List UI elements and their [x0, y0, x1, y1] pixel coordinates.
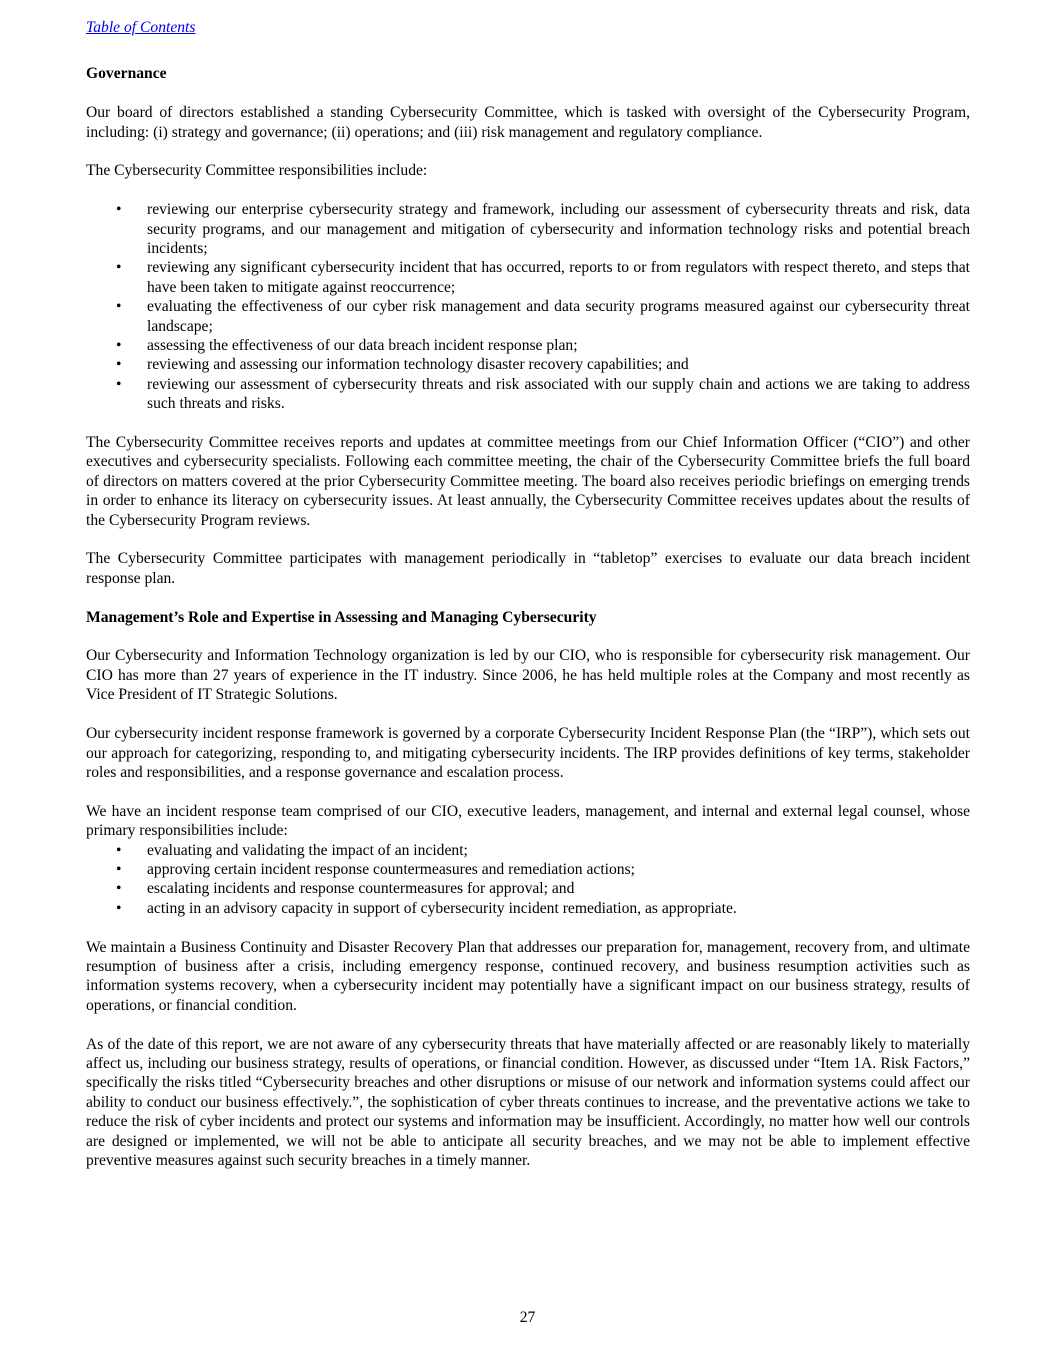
- committee-responsibilities-list: [86, 200, 970, 413]
- list-item: • evaluating and validating the impact of an incident;: [116, 841, 468, 859]
- bullet-icon: •: [116, 860, 122, 878]
- management-heading: Management’s Role and Expertise in Assessing and Managing Cybersecurity: [86, 608, 597, 626]
- bullet-icon: •: [116, 259, 122, 277]
- bullet-icon: •: [116, 899, 122, 917]
- list-item: • reviewing any significant cybersecurity incident that has occurred, reports to or from regulators with respect thereto, and steps that have been taken to mitigate against reoccurrence;: [116, 259, 970, 296]
- governance-heading: Governance: [86, 65, 167, 83]
- page-number: 27: [519, 1309, 536, 1326]
- management-paragraph-1: Our Cybersecurity and Information Technology organization is led by our CIO, who is responsible for cybersecurity risk management. Our CIO has more than 27 years of experience in the IT industry. Since 2006, he has held multiple roles at the Company and most recently as Vice President of IT Strategic Solutions.: [86, 647, 970, 704]
- list-item: • evaluating the effectiveness of our cyber risk management and data security programs measured against our cybersecurity threat landscape;: [116, 298, 970, 335]
- management-paragraph-3: We have an incident response team comprised of our CIO, executive leaders, management, and internal and external legal counsel, whose primary responsibilities include:: [86, 802, 970, 840]
- bullet-icon: •: [116, 201, 122, 219]
- list-item: • acting in an advisory capacity in support of cybersecurity incident remediation, as appropriate.: [116, 899, 737, 917]
- bullet-icon: •: [116, 880, 122, 898]
- list-item: • assessing the effectiveness of our data breach incident response plan;: [116, 337, 578, 355]
- table-of-contents-link[interactable]: Table of Contents: [86, 19, 196, 36]
- management-paragraph-5: As of the date of this report, we are not aware of any cybersecurity threats that have materially affected or are reasonably likely to materially affect us, including our business strategy, results of operations, or financial condition. However, as discussed under “Item 1A. Risk Factors,” specifically the risks titled “Cybersecurity breaches and other disruptions or misuse of our network and information systems could affect our ability to conduct our business effectively.”, the sophistication of cyber threats continues to increase, and the preventative actions we take to reduce the risk of cyber incidents and protect our systems and information may be insufficient. Accordingly, no matter how well our controls are designed or implemented, we will not be able to anticipate all security breaches, and we may not be able to implement effective preventive measures against such security breaches in a timely manner.: [86, 1035, 970, 1169]
- list-item: • reviewing our enterprise cybersecurity strategy and framework, including our assessment of cybersecurity threats and risk, data security programs, and our management and mitigation of cybersecurity and information technology risks and potential breach incidents;: [116, 201, 970, 258]
- document-page: [86, 18, 970, 1170]
- management-paragraph-2: Our cybersecurity incident response framework is governed by a corporate Cybersecurity Incident Response Plan (the “IRP”), which sets out our approach for categorizing, responding to, and mitigating cybersecurity incidents. The IRP provides definitions of key terms, stakeholder roles and responsibilities, and a response governance and escalation process.: [86, 725, 970, 781]
- governance-paragraph-3: The Cybersecurity Committee receives reports and updates at committee meetings from our Chief Information Officer (“CIO”) and other executives and cybersecurity specialists. Following each committee meeting, the chair of the Cybersecurity Committee briefs the full board of directors on matters covered at the prior Cybersecurity Committee meeting. The board also receives periodic briefings on emerging trends in order to enhance its literacy on cybersecurity issues. At least annually, the Cybersecurity Committee receives updates about the results of the Cybersecurity Program reviews.: [86, 434, 970, 529]
- list-item: • reviewing our assessment of cybersecurity threats and risk associated with our supply chain and actions we are taking to address such threats and risks.: [116, 375, 970, 413]
- bullet-icon: •: [116, 375, 122, 393]
- governance-paragraph-1: Our board of directors established a standing Cybersecurity Committee, which is tasked with oversight of the Cybersecurity Program, including: (i) strategy and governance; (ii) operations; and (iii) risk management and regulatory compliance.: [86, 104, 970, 141]
- management-paragraph-4: We maintain a Business Continuity and Disaster Recovery Plan that addresses our preparation for, management, recovery from, and ultimate resumption of business after a crisis, including emergency response, continued recovery, and business resumption activities such as information systems recovery, when a cybersecurity incident may potentially have a significant impact on our business strategy, results of operations, or financial condition.: [86, 938, 970, 1014]
- bullet-icon: •: [116, 356, 122, 374]
- bullet-icon: •: [116, 841, 122, 859]
- list-item: • approving certain incident response countermeasures and remediation actions;: [116, 860, 635, 878]
- list-item: • reviewing and assessing our information technology disaster recovery capabilities; and: [116, 356, 689, 374]
- incident-team-responsibilities-list: [86, 841, 970, 919]
- bullet-icon: •: [116, 298, 122, 316]
- bullet-icon: •: [116, 337, 122, 355]
- governance-paragraph-2: The Cybersecurity Committee responsibilities include:: [86, 162, 428, 180]
- governance-paragraph-4: The Cybersecurity Committee participates with management periodically in “tabletop” exercises to evaluate our data breach incident response plan.: [86, 550, 970, 587]
- list-item: • escalating incidents and response countermeasures for approval; and: [116, 880, 575, 898]
